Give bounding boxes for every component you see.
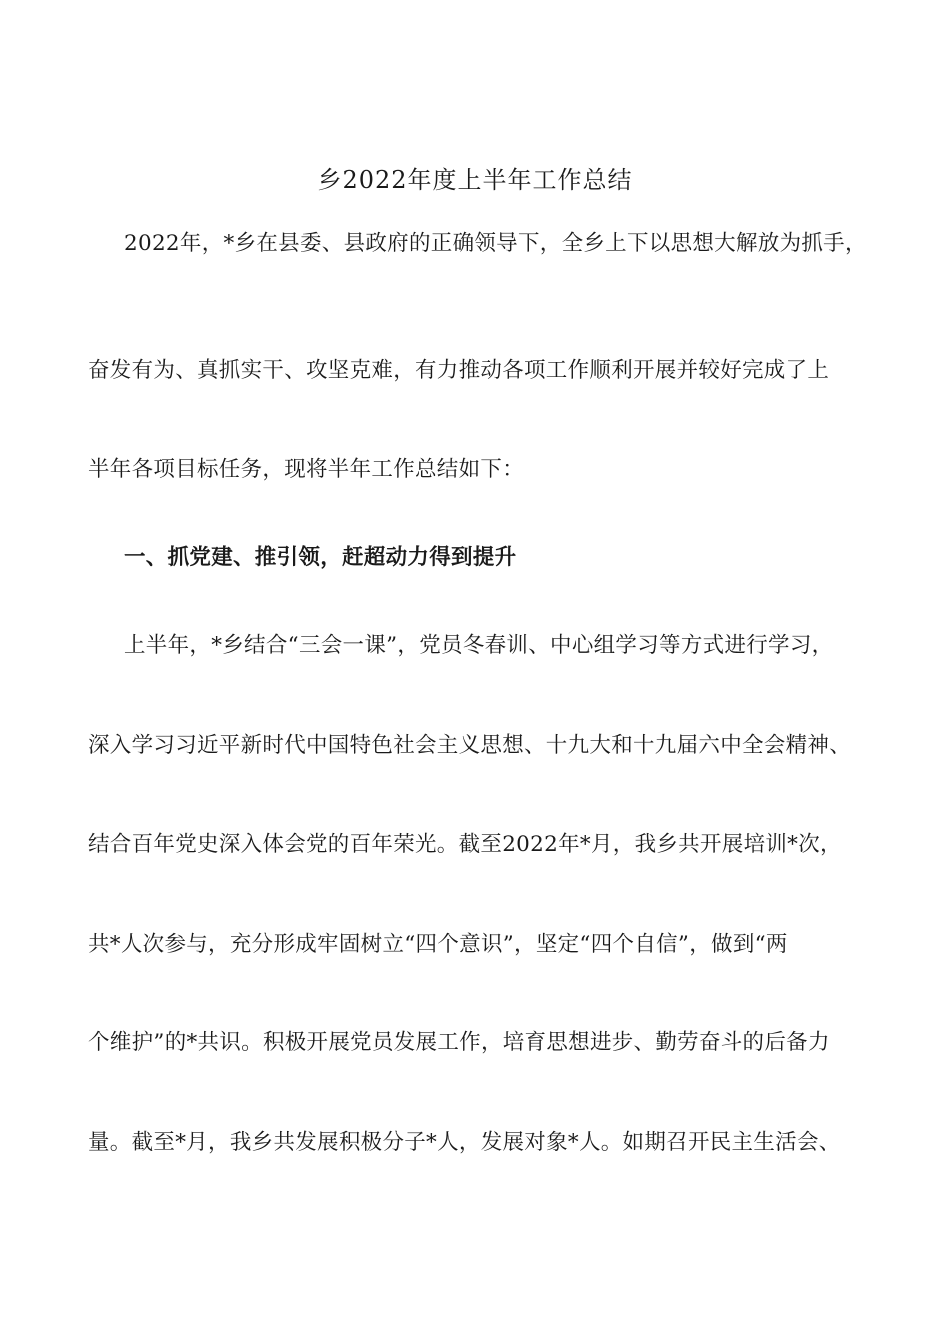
paragraph-1-line-1: 2022年，*乡在县委、县政府的正确领导下，全乡上下以思想大解放为抓手，: [124, 231, 867, 256]
paragraph-1-line-3: 半年各项目标任务，现将半年工作总结如下：: [88, 457, 525, 482]
paragraph-1-line-2: 奋发有为、真抓实干、攻坚克难，有力推动各项工作顺利开展并较好完成了上: [88, 358, 830, 383]
paragraph-2-line-2: 深入学习习近平新时代中国特色社会主义思想、十九大和十九届六中全会精神、: [88, 733, 852, 758]
paragraph-2-line-5: 个维护”的*共识。积极开展党员发展工作，培育思想进步、勤劳奋斗的后备力: [88, 1030, 830, 1055]
document-title: 乡2022年度上半年工作总结: [317, 166, 633, 194]
section-heading-1: 一、抓党建、推引领，赶超动力得到提升: [124, 545, 517, 570]
paragraph-2-line-6: 量。截至*月，我乡共发展积极分子*人，发展对象*人。如期召开民主生活会、: [88, 1130, 841, 1155]
paragraph-2-line-1: 上半年，*乡结合“三会一课”，党员冬春训、中心组学习等方式进行学习，: [124, 633, 834, 658]
paragraph-2-line-3: 结合百年党史深入体会党的百年荣光。截至2022年*月，我乡共开展培训*次，: [88, 832, 842, 857]
paragraph-2-line-4: 共*人次参与，充分形成牢固树立“四个意识”，坚定“四个自信”，做到“两: [88, 932, 788, 957]
